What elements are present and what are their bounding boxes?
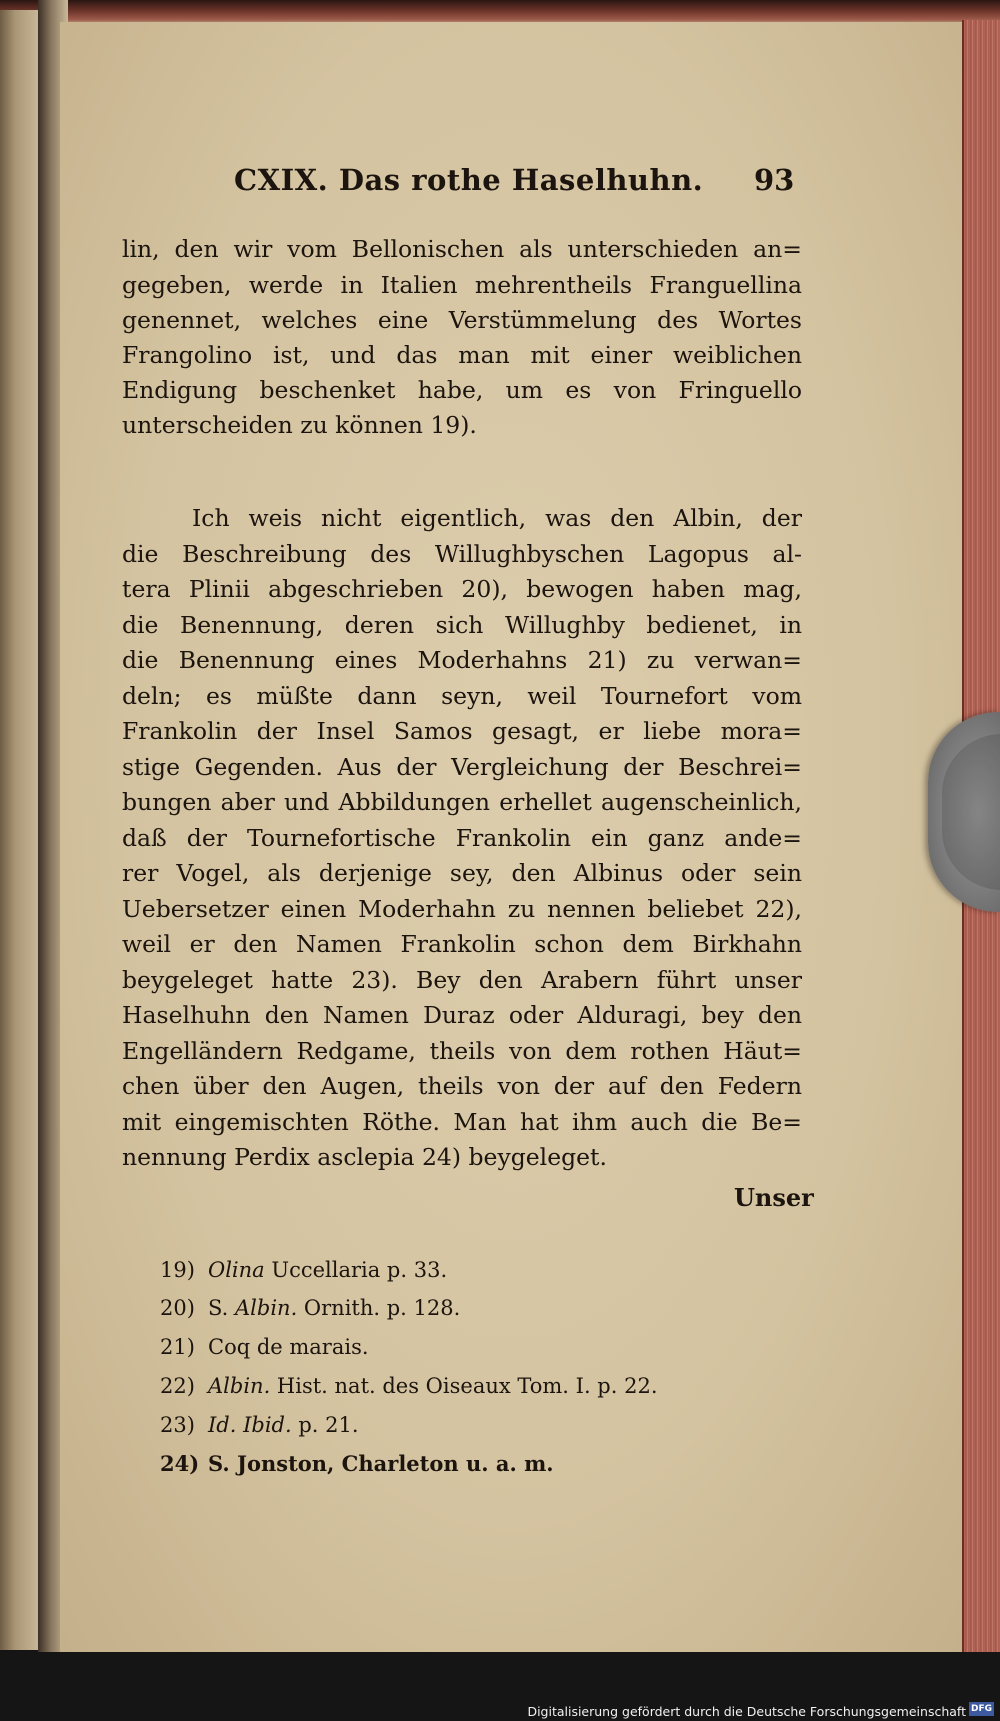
text-line: mit eingemischten Röthe. Man hat ihm auch die Be=	[122, 1108, 802, 1136]
text-line: die Benennung, deren sich Willughby bedienet, in	[122, 611, 802, 639]
text-line: die Beschreibung des Willughbyschen Lagopus al-	[122, 540, 802, 568]
text-line: Haselhuhn den Namen Duraz oder Alduragi, bey den	[122, 1001, 802, 1029]
text-line: Frankolin der Insel Samos gesagt, er liebe mora=	[122, 717, 802, 745]
text-line: bungen aber und Abbildungen erhellet augenscheinlich,	[122, 788, 802, 816]
footnote	[160, 1449, 554, 1479]
text-line: nennung Perdix asclepia 24) beygeleget.	[122, 1143, 607, 1171]
footnote-text: S. Jonston, Charleton u. a. m.	[208, 1451, 554, 1476]
text-line: weil er den Namen Frankolin schon dem Birkhahn	[122, 930, 802, 958]
footnote-text: Ornith. p. 128.	[297, 1296, 461, 1320]
text-line: gegeben, werde in Italien mehrentheils Franguellina	[122, 271, 802, 299]
footnote	[160, 1332, 369, 1362]
footnote	[160, 1255, 447, 1285]
text-line: lin, den wir vom Bellonischen als unterschieden an=	[122, 235, 802, 263]
text-line: Endigung beschenket habe, um es von Fringuello	[122, 376, 802, 404]
footnote-italic: Id. Ibid.	[208, 1413, 292, 1437]
footnote-italic: Albin.	[235, 1296, 298, 1320]
text-line: genennet, welches eine Verstümmelung des Wortes	[122, 306, 802, 334]
text-line: rer Vogel, als derjenige sey, den Albinus oder sein	[122, 859, 802, 887]
left-facing-page	[0, 10, 42, 1650]
footnote-number: 22)	[160, 1374, 195, 1398]
footnote	[160, 1293, 460, 1323]
text-line: die Benennung eines Moderhahns 21) zu verwan=	[122, 646, 802, 674]
text-line: stige Gegenden. Aus der Vergleichung der Beschrei=	[122, 753, 802, 781]
footnote-number: 19)	[160, 1258, 195, 1282]
page-number: 93	[754, 163, 795, 197]
footnote-italic: Albin.	[208, 1374, 271, 1398]
text-line: Ich weis nicht eigentlich, was den Albin, der	[192, 504, 802, 532]
catchword: Unser	[734, 1183, 814, 1212]
footnote-number: 23)	[160, 1413, 195, 1437]
footnote	[160, 1410, 359, 1440]
footnote-number: 20)	[160, 1296, 195, 1320]
text-line: tera Plinii abgeschrieben 20), bewogen haben mag,	[122, 575, 802, 603]
footnote-number: 21)	[160, 1335, 195, 1359]
text-line: Engelländern Redgame, theils von dem rothen Häut=	[122, 1037, 802, 1065]
text-line: daß der Tournefortische Frankolin ein ganz ande=	[122, 824, 802, 852]
footnote-text: Uccellaria p. 33.	[264, 1258, 448, 1282]
text-line: deln; es müßte dann seyn, weil Tournefort vom	[122, 682, 802, 710]
footnote	[160, 1371, 658, 1401]
footnote-italic: Olina	[208, 1258, 265, 1282]
running-head-title: CXIX. Das rothe Haselhuhn.	[234, 163, 704, 197]
footnote-text: Coq de marais.	[208, 1335, 369, 1359]
footnote-text: S.	[208, 1296, 235, 1320]
footnote-number: 24)	[160, 1451, 200, 1476]
text-line: unterscheiden zu können 19).	[122, 411, 477, 439]
dfg-logo-icon: DFG	[970, 1704, 992, 1714]
text-line: Uebersetzer einen Moderhahn zu nennen beliebet 22),	[122, 895, 802, 923]
text-line: chen über den Augen, theils von der auf den Federn	[122, 1072, 802, 1100]
footnote-text: p. 21.	[291, 1413, 359, 1437]
footnote-text: Hist. nat. des Oiseaux Tom. I. p. 22.	[270, 1374, 658, 1398]
running-head	[0, 163, 1000, 203]
text-line: beygeleget hatte 23). Bey den Arabern führt unser	[122, 966, 802, 994]
text-line: Frangolino ist, und das man mit einer weiblichen	[122, 341, 802, 369]
digitization-credit: Digitalisierung gefördert durch die Deutsche Forschungsgemeinschaft	[527, 1704, 966, 1719]
